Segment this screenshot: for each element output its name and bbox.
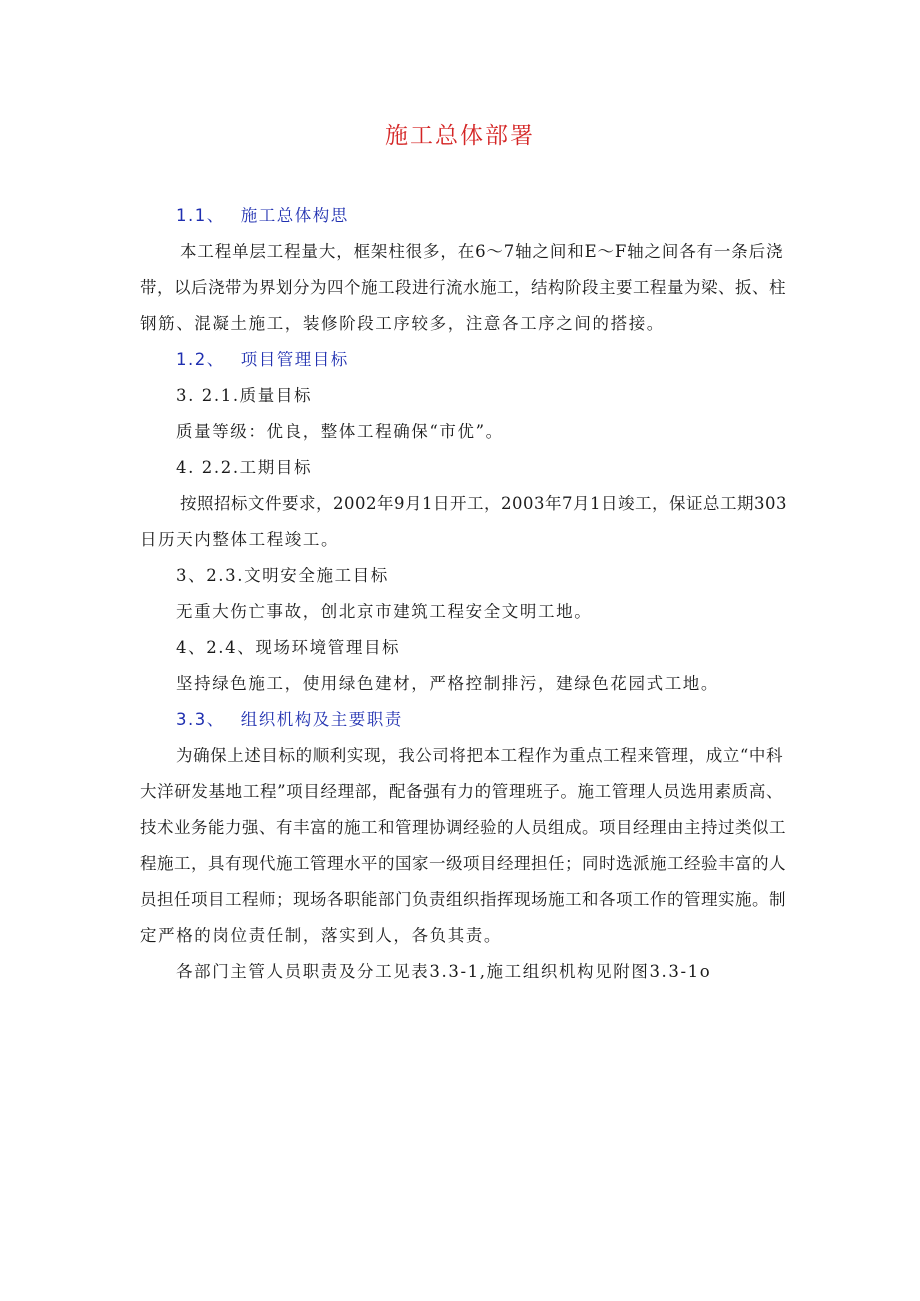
paragraph-line: 按照招标文件要求，2002年9月1日开工，2003年7月1日竣工，保证总工期303: [180, 494, 787, 513]
paragraph-line: 各部门主管人员职责及分工见表3.3-1,施工组织机构见附图3.3-1o: [176, 962, 712, 981]
paragraph-line: 质量等级：优良，整体工程确保“市优”。: [176, 422, 504, 441]
paragraph-line: 技术业务能力强、有丰富的施工和管理协调经验的人员组成。项目经理由主持过类似工: [140, 818, 786, 837]
subsection-heading: 4. 2.2.工期目标: [176, 458, 313, 477]
paragraph-line: 为确保上述目标的顺利实现，我公司将把本工程作为重点工程来管理，成立“中科: [176, 746, 783, 765]
paragraph-line: 无重大伤亡事故，创北京市建筑工程安全文明工地。: [176, 602, 593, 621]
subsection-heading: 3. 2.1.质量目标: [176, 386, 313, 405]
paragraph-line: 员担任项目工程师；现场各职能部门负责组织指挥现场施工和各项工作的管理实施。制: [140, 890, 786, 909]
paragraph-line: 坚持绿色施工，使用绿色建材，严格控制排污，建绿色花园式工地。: [176, 674, 719, 693]
subsection-heading: 3、2.3.文明安全施工目标: [176, 566, 389, 585]
subsection-heading: 4、2.4、现场环境管理目标: [176, 638, 401, 657]
section-heading-text: 施工总体构思: [240, 206, 349, 225]
paragraph-line: 程施工，具有现代施工管理水平的国家一级项目经理担任；同时选派施工经验丰富的人: [140, 854, 786, 873]
section-heading-3-3: [176, 707, 403, 733]
section-heading-1-2: [176, 347, 349, 373]
section-number: 1.1、: [176, 206, 225, 225]
section-heading-text: 项目管理目标: [240, 350, 349, 369]
section-heading-text: 组织机构及主要职责: [240, 710, 403, 729]
section-heading-1-1: [176, 203, 349, 229]
paragraph-line: 日历天内整体工程竣工。: [140, 530, 340, 549]
paragraph-line: 定严格的岗位责任制，落实到人，各负其责。: [140, 926, 502, 945]
paragraph-line: 钢筋、混凝土施工，装修阶段工序较多，注意各工序之间的搭接。: [140, 314, 665, 333]
section-number: 1.2、: [176, 350, 225, 369]
page-title: 施工总体部署: [385, 123, 535, 149]
paragraph-line: 带，以后浇带为界划分为四个施工段进行流水施工，结构阶段主要工程量为梁、扳、柱: [140, 278, 786, 297]
paragraph-line: 本工程单层工程量大，框架柱很多，在6～7轴之间和E～F轴之间各有一条后浇: [180, 242, 783, 261]
paragraph-line: 大洋研发基地工程”项目经理部，配备强有力的管理班子。施工管理人员选用素质高、: [140, 782, 783, 801]
section-number: 3.3、: [176, 710, 225, 729]
